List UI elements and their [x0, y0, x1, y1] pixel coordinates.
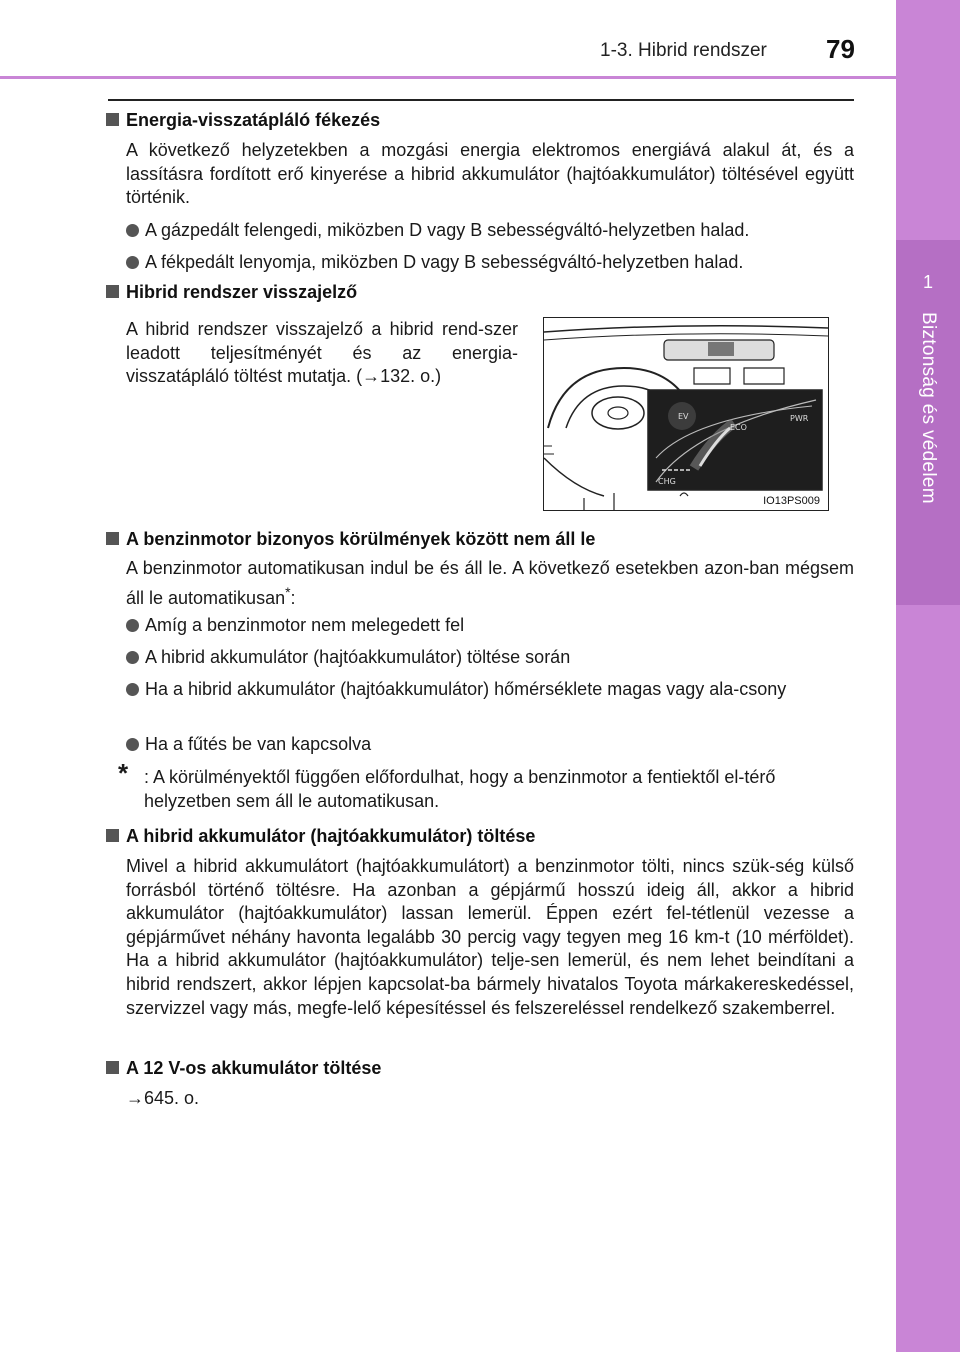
svg-text:EV: EV — [678, 412, 689, 421]
round-bullet-icon — [126, 619, 139, 632]
section-heading: A benzinmotor bizonyos körülmények között nem áll le — [106, 529, 595, 550]
section-body: A hibrid rendszer visszajelző a hibrid rend-szer leadott teljesítményét és az energia-visszatápláló töltést mutatja. (→132. o.) — [126, 319, 518, 387]
square-bullet-icon — [106, 532, 119, 545]
page-reference: →645. o. — [126, 1088, 200, 1108]
section-body: A következő helyzetekben a mozgási energia elektromos energiává alakul át, és a lassításra fordított erő kinyerése a hibrid akkumulátor (hajtóakkumulátor) töltésével együtt történik. — [126, 140, 854, 208]
page-number: 79 — [826, 34, 855, 64]
pwr-label: PWR — [790, 414, 809, 423]
round-bullet-icon — [126, 651, 139, 664]
header-rule — [0, 76, 896, 79]
section-heading: Energia-visszatápláló fékezés — [106, 110, 380, 131]
section-heading: A hibrid akkumulátor (hajtóakkumulátor) töltése — [106, 826, 535, 847]
hybrid-indicator-figure — [543, 317, 829, 511]
section-body: Mivel a hibrid akkumulátort (hajtóakkumulátort) a benzinmotor tölti, nincs szük-ség külső forrásból történő töltésre. Ha azonban a gépjármű hosszú ideig áll, akkor a hibrid akkumulátor (hajtóakkumulátor) lassan lemerül. Éppen ezért fel-tétlenül vezesse a gépjárművet néhány havonta legalább 30 percig vagy tegyen meg 16 km-t (10 mérföldet). Ha a hibrid akkumulátor (hajtóakkumulátor) telje-sen lemerül, és nem lehet beindítani a hibrid rendszert, akkor lépjen kapcsolat-ba bármely hivatalos Toyota márkakereskedéssel, szervizzel vagy más, megfe-lelő képesítéssel és felszereléssel rendelkező szakemberrel. — [126, 856, 854, 1018]
running-header: 1-3. Hibrid rendszer — [600, 40, 767, 61]
round-bullet-icon — [126, 683, 139, 696]
content-top-rule — [108, 99, 854, 101]
footnote-star: * — [118, 758, 129, 788]
round-bullet-icon — [126, 256, 139, 269]
dashboard-illustration — [544, 318, 828, 510]
square-bullet-icon — [106, 113, 119, 126]
section-body: A benzinmotor automatikusan indul be és áll le. A következő esetekben azon-ban mégsem áll le automatikusan*: — [126, 558, 854, 608]
eco-label: ECO — [730, 423, 747, 432]
section-heading: Hibrid rendszer visszajelző — [106, 282, 357, 303]
chapter-title: Biztonság és védelem — [918, 312, 939, 504]
figure-code: IO13PS009 — [763, 495, 820, 507]
round-bullet-icon — [126, 224, 139, 237]
section-heading: A 12 V-os akkumulátor töltése — [106, 1058, 381, 1079]
chapter-number: 1 — [922, 272, 933, 292]
square-bullet-icon — [106, 285, 119, 298]
chapter-sidebar — [896, 0, 960, 1352]
footnote-star: * — [285, 583, 291, 600]
chg-label: CHG — [658, 477, 676, 486]
square-bullet-icon — [106, 1061, 119, 1074]
round-bullet-icon — [126, 738, 139, 751]
square-bullet-icon — [106, 829, 119, 842]
